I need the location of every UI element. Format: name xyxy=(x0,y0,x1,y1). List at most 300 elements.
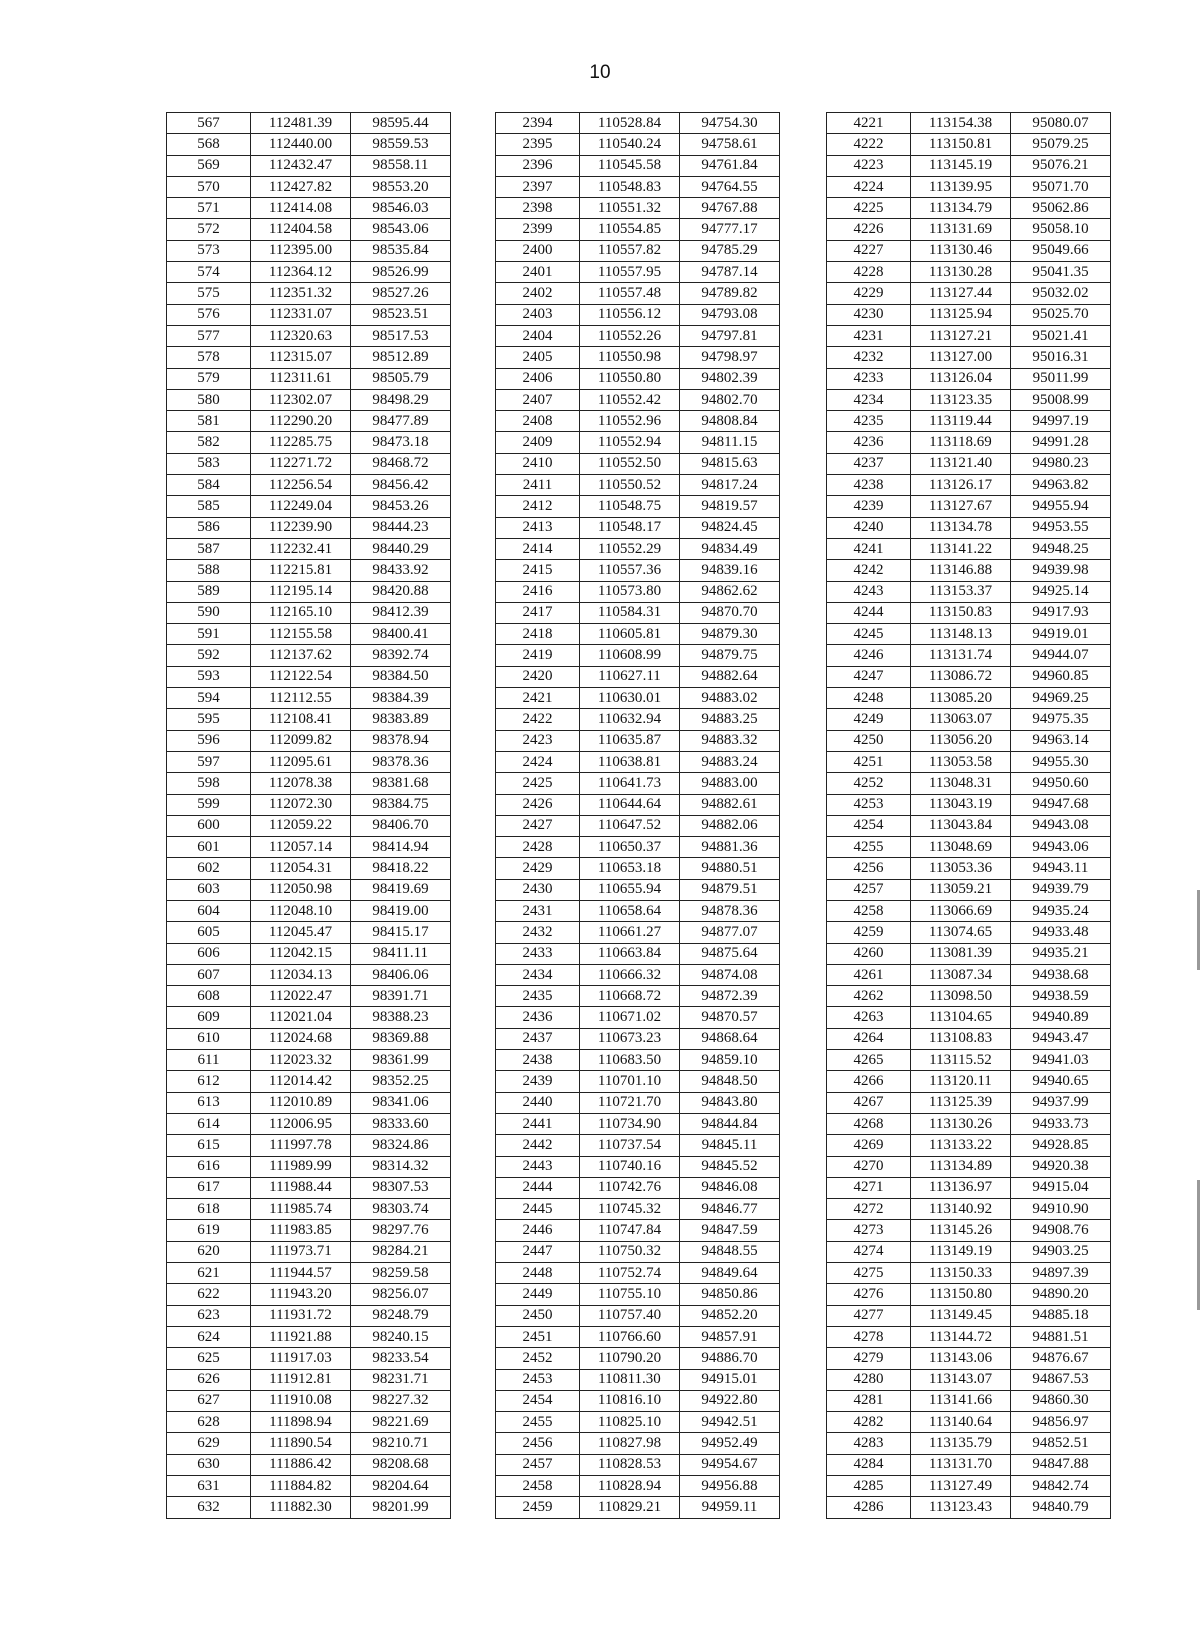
y-coordinate-cell: 94883.25 xyxy=(680,709,780,730)
y-coordinate-cell: 98543.06 xyxy=(351,219,451,240)
table-row xyxy=(827,1305,1111,1326)
x-coordinate-cell: 113127.44 xyxy=(911,283,1011,304)
point-number-cell: 2411 xyxy=(496,475,580,496)
point-number-cell: 4234 xyxy=(827,389,911,410)
x-coordinate-cell: 112320.63 xyxy=(251,325,351,346)
x-coordinate-cell: 110828.94 xyxy=(580,1476,680,1497)
x-coordinate-cell: 113144.72 xyxy=(911,1326,1011,1347)
x-coordinate-cell: 110721.70 xyxy=(580,1092,680,1113)
point-number-cell: 4282 xyxy=(827,1412,911,1433)
y-coordinate-cell: 98383.89 xyxy=(351,709,451,730)
x-coordinate-cell: 113118.69 xyxy=(911,432,1011,453)
x-coordinate-cell: 112112.55 xyxy=(251,688,351,709)
x-coordinate-cell: 111910.08 xyxy=(251,1390,351,1411)
table-row xyxy=(167,411,451,432)
table-row xyxy=(167,751,451,772)
point-number-cell: 2438 xyxy=(496,1050,580,1071)
point-number-cell: 627 xyxy=(167,1390,251,1411)
table-row xyxy=(167,900,451,921)
table-row xyxy=(167,581,451,602)
point-number-cell: 2424 xyxy=(496,751,580,772)
y-coordinate-cell: 94953.55 xyxy=(1011,517,1111,538)
point-number-cell: 593 xyxy=(167,666,251,687)
x-coordinate-cell: 110584.31 xyxy=(580,602,680,623)
table-row xyxy=(827,262,1111,283)
x-coordinate-cell: 110550.80 xyxy=(580,368,680,389)
table-row xyxy=(827,1326,1111,1347)
point-number-cell: 2427 xyxy=(496,815,580,836)
y-coordinate-cell: 98526.99 xyxy=(351,262,451,283)
y-coordinate-cell: 98418.22 xyxy=(351,858,451,879)
table-row xyxy=(496,879,780,900)
table-row xyxy=(827,709,1111,730)
x-coordinate-cell: 110671.02 xyxy=(580,1007,680,1028)
table-row xyxy=(167,1177,451,1198)
point-number-cell: 585 xyxy=(167,496,251,517)
y-coordinate-cell: 94848.55 xyxy=(680,1241,780,1262)
table-row xyxy=(827,496,1111,517)
y-coordinate-cell: 94845.52 xyxy=(680,1156,780,1177)
point-number-cell: 596 xyxy=(167,730,251,751)
table-row xyxy=(827,176,1111,197)
x-coordinate-cell: 111973.71 xyxy=(251,1241,351,1262)
table-row xyxy=(827,304,1111,325)
point-number-cell: 2420 xyxy=(496,666,580,687)
point-number-cell: 623 xyxy=(167,1305,251,1326)
y-coordinate-cell: 98392.74 xyxy=(351,645,451,666)
x-coordinate-cell: 113150.83 xyxy=(911,602,1011,623)
y-coordinate-cell: 94846.77 xyxy=(680,1199,780,1220)
table-row xyxy=(827,1177,1111,1198)
y-coordinate-cell: 98559.53 xyxy=(351,134,451,155)
table-row xyxy=(496,240,780,261)
y-coordinate-cell: 94933.73 xyxy=(1011,1113,1111,1134)
y-coordinate-cell: 98381.68 xyxy=(351,773,451,794)
x-coordinate-cell: 112364.12 xyxy=(251,262,351,283)
table-row xyxy=(827,1050,1111,1071)
coordinates-table-2 xyxy=(495,112,780,1519)
point-number-cell: 567 xyxy=(167,113,251,134)
y-coordinate-cell: 94777.17 xyxy=(680,219,780,240)
point-number-cell: 570 xyxy=(167,176,251,197)
y-coordinate-cell: 95080.07 xyxy=(1011,113,1111,134)
y-coordinate-cell: 94943.08 xyxy=(1011,815,1111,836)
x-coordinate-cell: 113126.17 xyxy=(911,475,1011,496)
table-row xyxy=(827,581,1111,602)
y-coordinate-cell: 94955.94 xyxy=(1011,496,1111,517)
y-coordinate-cell: 98406.70 xyxy=(351,815,451,836)
x-coordinate-cell: 112440.00 xyxy=(251,134,351,155)
point-number-cell: 583 xyxy=(167,453,251,474)
y-coordinate-cell: 94963.14 xyxy=(1011,730,1111,751)
point-number-cell: 2404 xyxy=(496,325,580,346)
x-coordinate-cell: 113134.79 xyxy=(911,198,1011,219)
x-coordinate-cell: 112050.98 xyxy=(251,879,351,900)
point-number-cell: 4283 xyxy=(827,1433,911,1454)
x-coordinate-cell: 111988.44 xyxy=(251,1177,351,1198)
y-coordinate-cell: 94875.64 xyxy=(680,943,780,964)
x-coordinate-cell: 112239.90 xyxy=(251,517,351,538)
x-coordinate-cell: 113087.34 xyxy=(911,964,1011,985)
y-coordinate-cell: 98512.89 xyxy=(351,347,451,368)
table-row xyxy=(496,751,780,772)
x-coordinate-cell: 113130.26 xyxy=(911,1113,1011,1134)
table-row xyxy=(167,1220,451,1241)
table-row xyxy=(496,837,780,858)
x-coordinate-cell: 111882.30 xyxy=(251,1497,351,1518)
y-coordinate-cell: 94847.59 xyxy=(680,1220,780,1241)
y-coordinate-cell: 98204.64 xyxy=(351,1476,451,1497)
y-coordinate-cell: 94917.93 xyxy=(1011,602,1111,623)
x-coordinate-cell: 112432.47 xyxy=(251,155,351,176)
point-number-cell: 2453 xyxy=(496,1369,580,1390)
point-number-cell: 573 xyxy=(167,240,251,261)
x-coordinate-cell: 111912.81 xyxy=(251,1369,351,1390)
table-row xyxy=(167,283,451,304)
point-number-cell: 2430 xyxy=(496,879,580,900)
table-row xyxy=(827,517,1111,538)
y-coordinate-cell: 98400.41 xyxy=(351,624,451,645)
table-row xyxy=(827,1390,1111,1411)
x-coordinate-cell: 113074.65 xyxy=(911,922,1011,943)
table-row xyxy=(167,1326,451,1347)
table-row xyxy=(167,964,451,985)
y-coordinate-cell: 95016.31 xyxy=(1011,347,1111,368)
y-coordinate-cell: 95032.02 xyxy=(1011,283,1111,304)
x-coordinate-cell: 113120.11 xyxy=(911,1071,1011,1092)
table-row xyxy=(827,900,1111,921)
point-number-cell: 594 xyxy=(167,688,251,709)
x-coordinate-cell: 110552.26 xyxy=(580,325,680,346)
table-row xyxy=(496,1497,780,1518)
point-number-cell: 2400 xyxy=(496,240,580,261)
x-coordinate-cell: 112249.04 xyxy=(251,496,351,517)
table-row xyxy=(496,1326,780,1347)
table-row xyxy=(496,1199,780,1220)
point-number-cell: 4249 xyxy=(827,709,911,730)
y-coordinate-cell: 98523.51 xyxy=(351,304,451,325)
y-coordinate-cell: 98384.75 xyxy=(351,794,451,815)
y-coordinate-cell: 94845.11 xyxy=(680,1135,780,1156)
table-row xyxy=(496,304,780,325)
y-coordinate-cell: 98307.53 xyxy=(351,1177,451,1198)
x-coordinate-cell: 110548.17 xyxy=(580,517,680,538)
table-row xyxy=(496,858,780,879)
point-number-cell: 4278 xyxy=(827,1326,911,1347)
x-coordinate-cell: 110816.10 xyxy=(580,1390,680,1411)
table-row xyxy=(496,1476,780,1497)
point-number-cell: 4244 xyxy=(827,602,911,623)
y-coordinate-cell: 94808.84 xyxy=(680,411,780,432)
point-number-cell: 2459 xyxy=(496,1497,580,1518)
x-coordinate-cell: 113127.00 xyxy=(911,347,1011,368)
x-coordinate-cell: 113131.69 xyxy=(911,219,1011,240)
x-coordinate-cell: 113053.36 xyxy=(911,858,1011,879)
x-coordinate-cell: 111884.82 xyxy=(251,1476,351,1497)
y-coordinate-cell: 94882.64 xyxy=(680,666,780,687)
point-number-cell: 4241 xyxy=(827,538,911,559)
x-coordinate-cell: 113150.33 xyxy=(911,1263,1011,1284)
x-coordinate-cell: 111983.85 xyxy=(251,1220,351,1241)
table-row xyxy=(827,1135,1111,1156)
y-coordinate-cell: 94856.97 xyxy=(1011,1412,1111,1433)
point-number-cell: 619 xyxy=(167,1220,251,1241)
point-number-cell: 4255 xyxy=(827,837,911,858)
point-number-cell: 626 xyxy=(167,1369,251,1390)
x-coordinate-cell: 110825.10 xyxy=(580,1412,680,1433)
y-coordinate-cell: 94942.51 xyxy=(680,1412,780,1433)
table-row xyxy=(167,176,451,197)
table-row xyxy=(827,134,1111,155)
x-coordinate-cell: 110556.12 xyxy=(580,304,680,325)
x-coordinate-cell: 112232.41 xyxy=(251,538,351,559)
point-number-cell: 2416 xyxy=(496,581,580,602)
y-coordinate-cell: 94860.30 xyxy=(1011,1390,1111,1411)
y-coordinate-cell: 98221.69 xyxy=(351,1412,451,1433)
x-coordinate-cell: 112014.42 xyxy=(251,1071,351,1092)
table-row xyxy=(167,773,451,794)
point-number-cell: 582 xyxy=(167,432,251,453)
y-coordinate-cell: 94872.39 xyxy=(680,986,780,1007)
x-coordinate-cell: 113063.07 xyxy=(911,709,1011,730)
point-number-cell: 4272 xyxy=(827,1199,911,1220)
y-coordinate-cell: 98352.25 xyxy=(351,1071,451,1092)
point-number-cell: 4225 xyxy=(827,198,911,219)
table-row xyxy=(827,432,1111,453)
x-coordinate-cell: 110551.32 xyxy=(580,198,680,219)
table-row xyxy=(167,1007,451,1028)
x-coordinate-cell: 110790.20 xyxy=(580,1348,680,1369)
y-coordinate-cell: 94883.32 xyxy=(680,730,780,751)
point-number-cell: 595 xyxy=(167,709,251,730)
table-row xyxy=(167,1156,451,1177)
x-coordinate-cell: 110829.21 xyxy=(580,1497,680,1518)
point-number-cell: 2401 xyxy=(496,262,580,283)
point-number-cell: 2409 xyxy=(496,432,580,453)
table-row xyxy=(496,1028,780,1049)
y-coordinate-cell: 94883.00 xyxy=(680,773,780,794)
table-row xyxy=(167,1369,451,1390)
x-coordinate-cell: 113148.13 xyxy=(911,624,1011,645)
table-row xyxy=(167,1497,451,1518)
y-coordinate-cell: 98369.88 xyxy=(351,1028,451,1049)
x-coordinate-cell: 110548.83 xyxy=(580,176,680,197)
point-number-cell: 2408 xyxy=(496,411,580,432)
point-number-cell: 2440 xyxy=(496,1092,580,1113)
table-row xyxy=(167,1454,451,1475)
y-coordinate-cell: 95025.70 xyxy=(1011,304,1111,325)
y-coordinate-cell: 94798.97 xyxy=(680,347,780,368)
y-coordinate-cell: 94885.18 xyxy=(1011,1305,1111,1326)
x-coordinate-cell: 113121.40 xyxy=(911,453,1011,474)
table-row xyxy=(496,645,780,666)
point-number-cell: 2410 xyxy=(496,453,580,474)
y-coordinate-cell: 94940.89 xyxy=(1011,1007,1111,1028)
x-coordinate-cell: 110673.23 xyxy=(580,1028,680,1049)
x-coordinate-cell: 113139.95 xyxy=(911,176,1011,197)
table-row xyxy=(827,1113,1111,1134)
x-coordinate-cell: 112023.32 xyxy=(251,1050,351,1071)
y-coordinate-cell: 94915.04 xyxy=(1011,1177,1111,1198)
x-coordinate-cell: 110653.18 xyxy=(580,858,680,879)
point-number-cell: 4271 xyxy=(827,1177,911,1198)
x-coordinate-cell: 111921.88 xyxy=(251,1326,351,1347)
x-coordinate-cell: 113056.20 xyxy=(911,730,1011,751)
point-number-cell: 4231 xyxy=(827,325,911,346)
y-coordinate-cell: 95062.86 xyxy=(1011,198,1111,219)
point-number-cell: 2396 xyxy=(496,155,580,176)
x-coordinate-cell: 110750.32 xyxy=(580,1241,680,1262)
x-coordinate-cell: 110661.27 xyxy=(580,922,680,943)
table-row xyxy=(167,262,451,283)
table-row xyxy=(167,1071,451,1092)
table-row xyxy=(496,113,780,134)
point-number-cell: 611 xyxy=(167,1050,251,1071)
point-number-cell: 601 xyxy=(167,837,251,858)
point-number-cell: 607 xyxy=(167,964,251,985)
y-coordinate-cell: 94963.82 xyxy=(1011,475,1111,496)
y-coordinate-cell: 94857.91 xyxy=(680,1326,780,1347)
y-coordinate-cell: 94881.51 xyxy=(1011,1326,1111,1347)
x-coordinate-cell: 111944.57 xyxy=(251,1263,351,1284)
point-number-cell: 2418 xyxy=(496,624,580,645)
x-coordinate-cell: 113140.64 xyxy=(911,1412,1011,1433)
point-number-cell: 584 xyxy=(167,475,251,496)
x-coordinate-cell: 113150.81 xyxy=(911,134,1011,155)
y-coordinate-cell: 98420.88 xyxy=(351,581,451,602)
point-number-cell: 2415 xyxy=(496,560,580,581)
point-number-cell: 2426 xyxy=(496,794,580,815)
y-coordinate-cell: 94939.98 xyxy=(1011,560,1111,581)
table-row xyxy=(827,368,1111,389)
x-coordinate-cell: 112427.82 xyxy=(251,176,351,197)
y-coordinate-cell: 94928.85 xyxy=(1011,1135,1111,1156)
y-coordinate-cell: 94943.11 xyxy=(1011,858,1111,879)
y-coordinate-cell: 94941.03 xyxy=(1011,1050,1111,1071)
x-coordinate-cell: 113119.44 xyxy=(911,411,1011,432)
x-coordinate-cell: 113108.83 xyxy=(911,1028,1011,1049)
point-number-cell: 590 xyxy=(167,602,251,623)
y-coordinate-cell: 94950.60 xyxy=(1011,773,1111,794)
point-number-cell: 4257 xyxy=(827,879,911,900)
x-coordinate-cell: 110627.11 xyxy=(580,666,680,687)
y-coordinate-cell: 94848.50 xyxy=(680,1071,780,1092)
x-coordinate-cell: 113053.58 xyxy=(911,751,1011,772)
x-coordinate-cell: 113066.69 xyxy=(911,900,1011,921)
table-row xyxy=(827,560,1111,581)
table-row xyxy=(827,943,1111,964)
x-coordinate-cell: 113140.92 xyxy=(911,1199,1011,1220)
y-coordinate-cell: 94817.24 xyxy=(680,475,780,496)
table-row xyxy=(827,645,1111,666)
table-row xyxy=(827,922,1111,943)
table-row xyxy=(827,1241,1111,1262)
point-number-cell: 615 xyxy=(167,1135,251,1156)
point-number-cell: 2449 xyxy=(496,1284,580,1305)
x-coordinate-cell: 110650.37 xyxy=(580,837,680,858)
point-number-cell: 606 xyxy=(167,943,251,964)
y-coordinate-cell: 94997.19 xyxy=(1011,411,1111,432)
table-row xyxy=(167,1092,451,1113)
point-number-cell: 2456 xyxy=(496,1433,580,1454)
y-coordinate-cell: 98517.53 xyxy=(351,325,451,346)
table-row xyxy=(167,1050,451,1071)
y-coordinate-cell: 94939.79 xyxy=(1011,879,1111,900)
table-row xyxy=(827,113,1111,134)
y-coordinate-cell: 94843.80 xyxy=(680,1092,780,1113)
point-number-cell: 4279 xyxy=(827,1348,911,1369)
y-coordinate-cell: 94947.68 xyxy=(1011,794,1111,815)
y-coordinate-cell: 94789.82 xyxy=(680,283,780,304)
x-coordinate-cell: 113149.19 xyxy=(911,1241,1011,1262)
y-coordinate-cell: 94883.24 xyxy=(680,751,780,772)
point-number-cell: 4233 xyxy=(827,368,911,389)
point-number-cell: 2407 xyxy=(496,389,580,410)
x-coordinate-cell: 110742.76 xyxy=(580,1177,680,1198)
x-coordinate-cell: 113048.69 xyxy=(911,837,1011,858)
point-number-cell: 2451 xyxy=(496,1326,580,1347)
point-number-cell: 605 xyxy=(167,922,251,943)
y-coordinate-cell: 94910.90 xyxy=(1011,1199,1111,1220)
x-coordinate-cell: 112285.75 xyxy=(251,432,351,453)
table-row xyxy=(167,645,451,666)
x-coordinate-cell: 113130.46 xyxy=(911,240,1011,261)
point-number-cell: 631 xyxy=(167,1476,251,1497)
table-row xyxy=(496,943,780,964)
point-number-cell: 4246 xyxy=(827,645,911,666)
y-coordinate-cell: 98456.42 xyxy=(351,475,451,496)
point-number-cell: 2429 xyxy=(496,858,580,879)
point-number-cell: 620 xyxy=(167,1241,251,1262)
y-coordinate-cell: 98378.94 xyxy=(351,730,451,751)
x-coordinate-cell: 112256.54 xyxy=(251,475,351,496)
table-row xyxy=(167,879,451,900)
y-coordinate-cell: 98378.36 xyxy=(351,751,451,772)
x-coordinate-cell: 110552.96 xyxy=(580,411,680,432)
point-number-cell: 2454 xyxy=(496,1390,580,1411)
table-row xyxy=(167,517,451,538)
y-coordinate-cell: 94758.61 xyxy=(680,134,780,155)
table-row xyxy=(496,325,780,346)
x-coordinate-cell: 113154.38 xyxy=(911,113,1011,134)
y-coordinate-cell: 98414.94 xyxy=(351,837,451,858)
y-coordinate-cell: 94955.30 xyxy=(1011,751,1111,772)
table-row xyxy=(496,1348,780,1369)
y-coordinate-cell: 95041.35 xyxy=(1011,262,1111,283)
x-coordinate-cell: 110737.54 xyxy=(580,1135,680,1156)
y-coordinate-cell: 98391.71 xyxy=(351,986,451,1007)
point-number-cell: 2414 xyxy=(496,538,580,559)
y-coordinate-cell: 94847.88 xyxy=(1011,1454,1111,1475)
point-number-cell: 2457 xyxy=(496,1454,580,1475)
table-row xyxy=(167,198,451,219)
point-number-cell: 579 xyxy=(167,368,251,389)
point-number-cell: 572 xyxy=(167,219,251,240)
y-coordinate-cell: 98361.99 xyxy=(351,1050,451,1071)
point-number-cell: 4267 xyxy=(827,1092,911,1113)
point-number-cell: 2422 xyxy=(496,709,580,730)
point-number-cell: 4268 xyxy=(827,1113,911,1134)
x-coordinate-cell: 111890.54 xyxy=(251,1433,351,1454)
point-number-cell: 4248 xyxy=(827,688,911,709)
y-coordinate-cell: 94975.35 xyxy=(1011,709,1111,730)
y-coordinate-cell: 98284.21 xyxy=(351,1241,451,1262)
point-number-cell: 588 xyxy=(167,560,251,581)
y-coordinate-cell: 94876.67 xyxy=(1011,1348,1111,1369)
y-coordinate-cell: 98341.06 xyxy=(351,1092,451,1113)
y-coordinate-cell: 98558.11 xyxy=(351,155,451,176)
table-row xyxy=(496,1369,780,1390)
